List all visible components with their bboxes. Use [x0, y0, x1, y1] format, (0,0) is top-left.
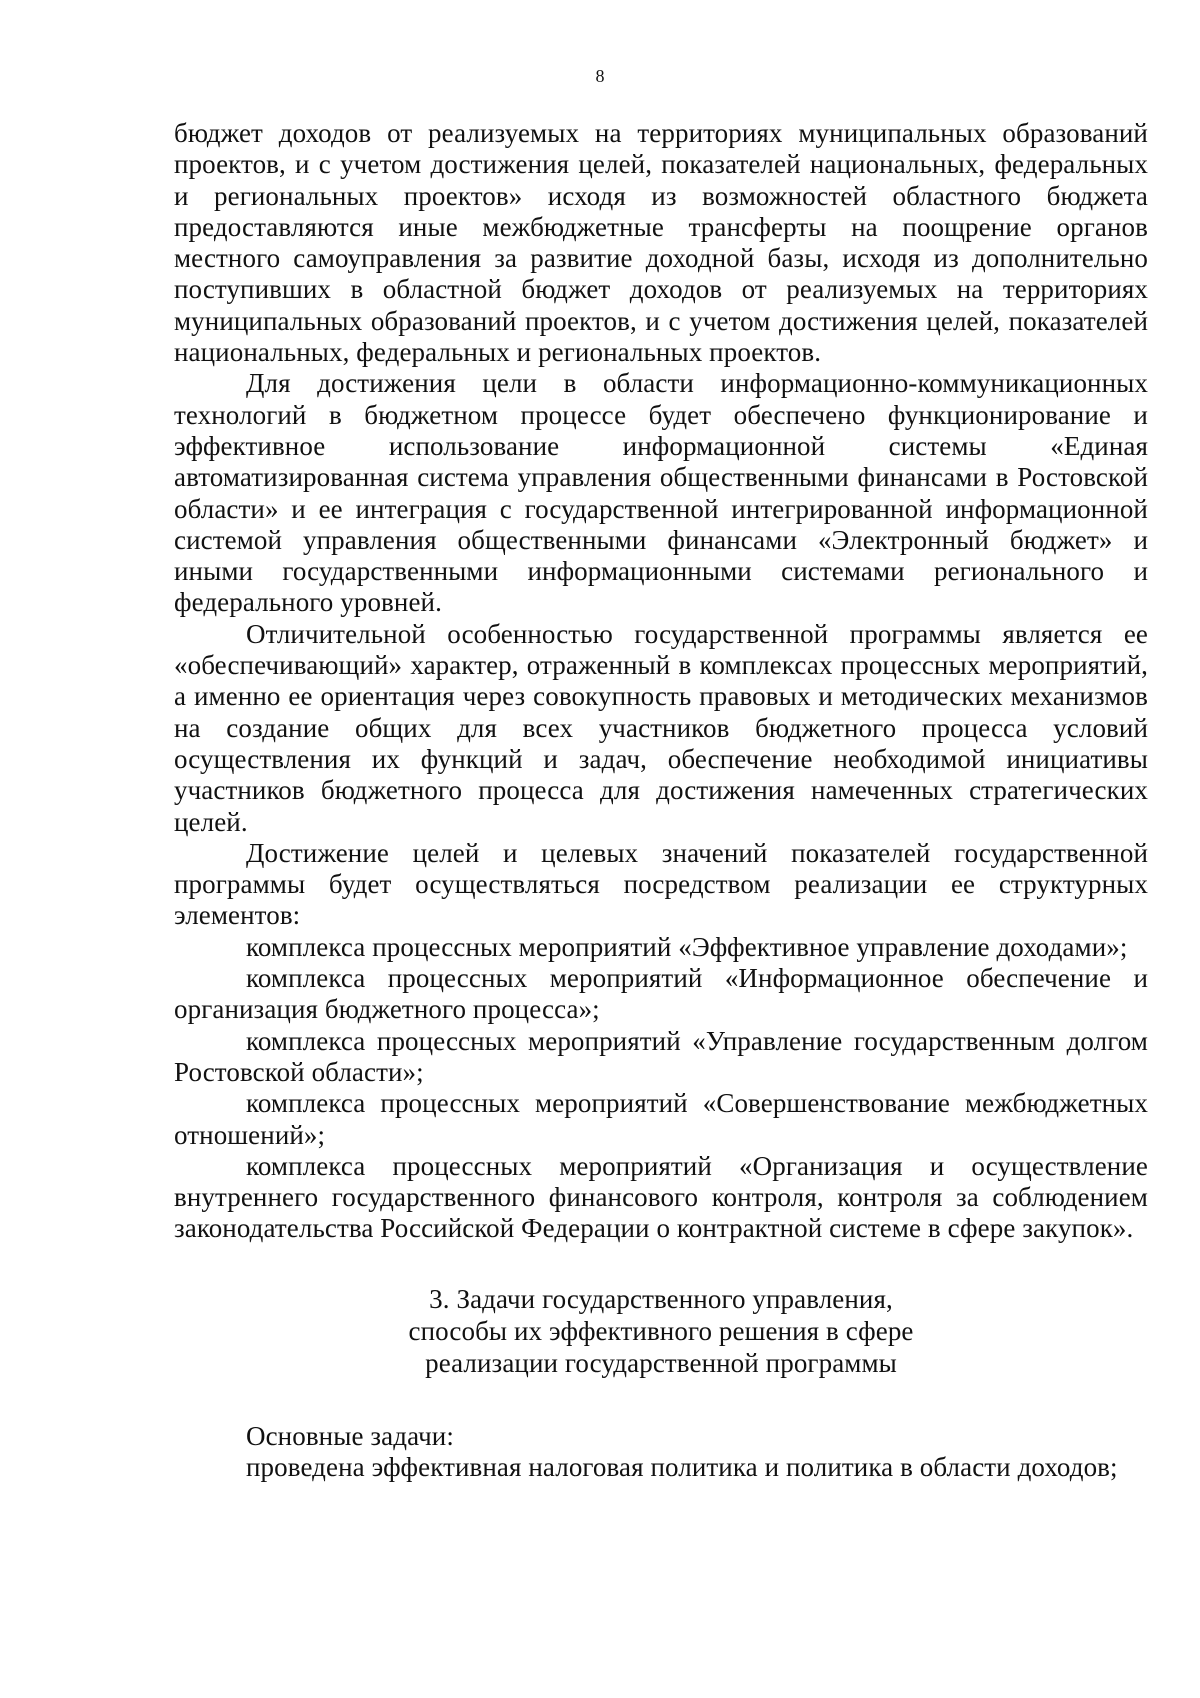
list-item-debt-management: комплекса процессных мероприятий «Управление государственным долгом Ростовской области»; — [174, 1025, 1148, 1087]
list-item-financial-control: комплекса процессных мероприятий «Организация и осуществление внутреннего государственного финансового контроля, контроля за соблюдением законодательства Российской Федерации о контрактной системе в сфере закупок». — [174, 1150, 1148, 1244]
list-item-revenue-management: комплекса процессных мероприятий «Эффективное управление доходами»; — [246, 931, 1128, 962]
tasks-intro: Основные задачи: — [246, 1420, 454, 1451]
section-heading-line: реализации государственной программы — [425, 1347, 897, 1378]
paragraph-structural-elements: Достижение целей и целевых значений показателей государственной программы будет осуществляться посредством реализации ее структурных элементов: — [174, 837, 1148, 931]
section-heading-line: способы их эффективного решения в сфере — [408, 1315, 914, 1346]
section-heading-line: 3. Задачи государственного управления, — [429, 1283, 893, 1314]
task-item: проведена эффективная налоговая политика и политика в области доходов; — [246, 1451, 1118, 1482]
list-item-interbudget-relations: комплекса процессных мероприятий «Совершенствование межбюджетных отношений»; — [174, 1088, 1148, 1150]
paragraph-continuation: бюджет доходов от реализуемых на территориях муниципальных образований проектов, и с учетом достижения целей, показателей национальных, федеральных и региональных проектов» исходя из возможностей областного бюджета предоставляются иные межбюджетные трансферты на поощрение органов местного самоуправления за развитие доходной базы, исходя из дополнительно поступивших в областной бюджет доходов от реализуемых на территориях муниципальных образований проектов, и с учетом достижения целей, показателей национальных, федеральных и региональных проектов. — [174, 118, 1148, 368]
document-body — [174, 118, 1148, 1483]
section-heading — [174, 1283, 1148, 1379]
spacer — [174, 1379, 1148, 1421]
paragraph-it-technologies: Для достижения цели в области информационно-коммуникационных технологий в бюджетном процессе будет обеспечено функционирование и эффективное использование информационной системы «Единая автоматизированная система управления общественными финансами в Ростовской области» и ее интеграция с государственной интегрированной информационной системой управления общественными финансами «Электронный бюджет» и иными государственными информационными системами регионального и федерального уровней. — [174, 368, 1148, 618]
paragraph-program-feature: Отличительной особенностью государственной программы является ее «обеспечивающий» характер, отраженный в комплексах процессных мероприятий, а именно ее ориентация через совокупность правовых и методических механизмов на создание общих для всех участников бюджетного процесса условий осуществления их функций и задач, обеспечение необходимой инициативы участников бюджетного процесса для достижения намеченных стратегических целей. — [174, 618, 1148, 837]
page-number: 8 — [595, 66, 605, 86]
list-item-budget-process: комплекса процессных мероприятий «Информационное обеспечение и организация бюджетного процесса»; — [174, 963, 1148, 1025]
